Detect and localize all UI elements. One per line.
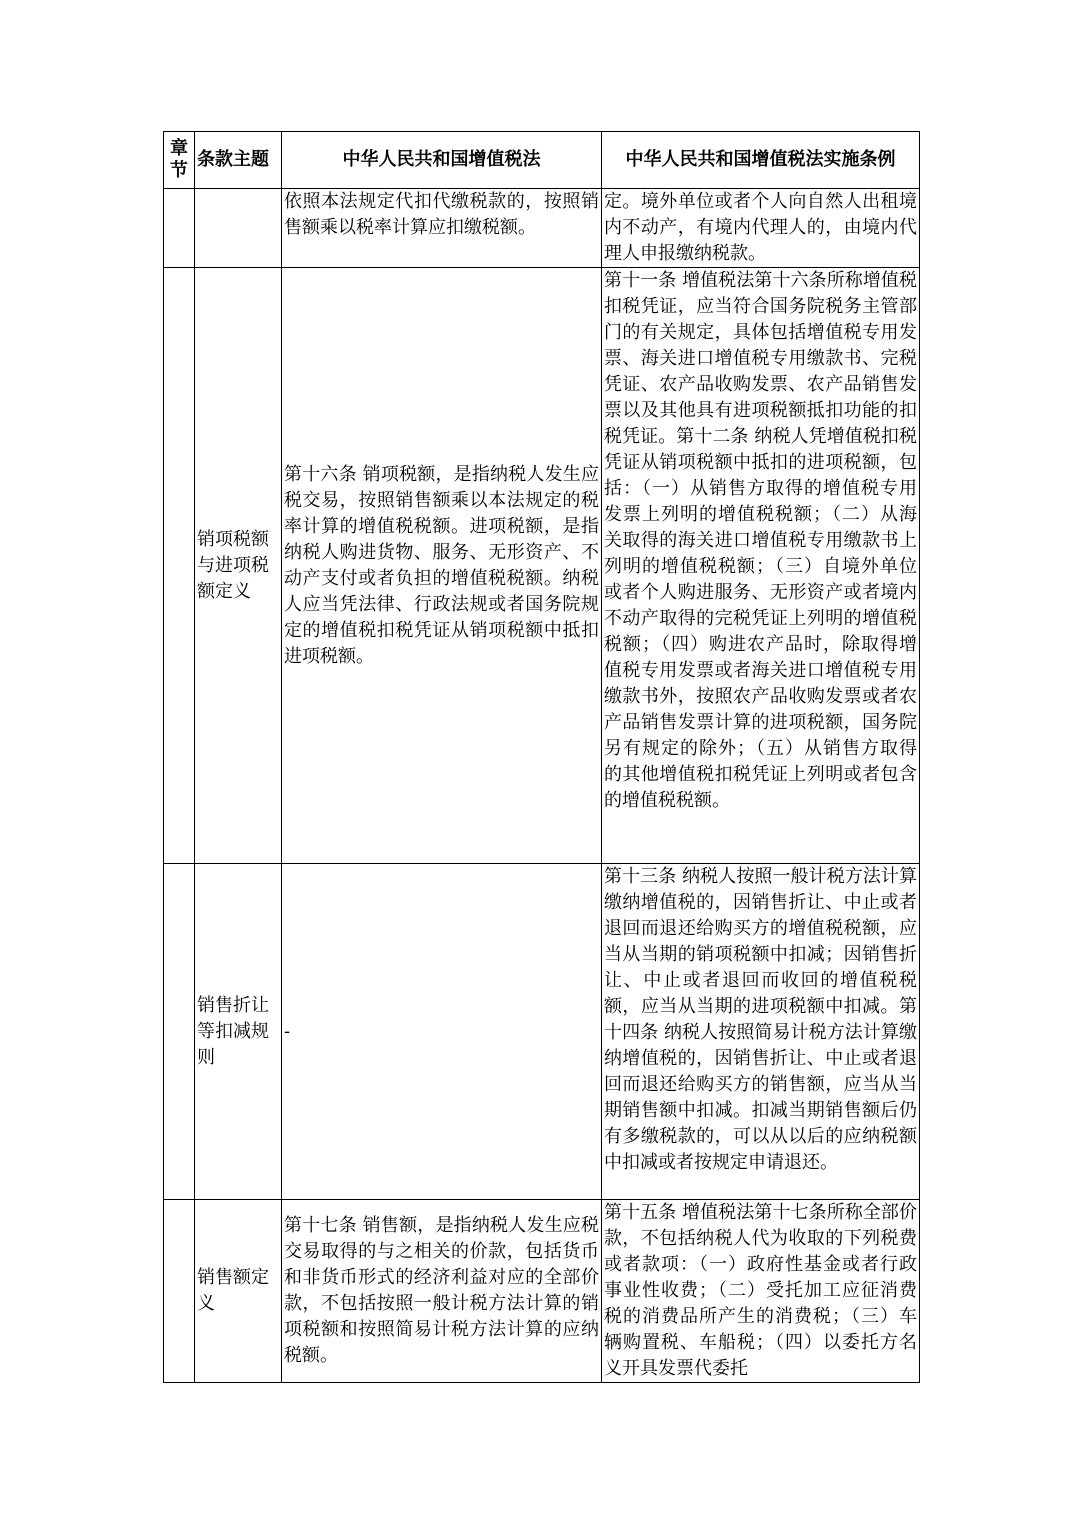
chapter-cell xyxy=(164,864,195,1200)
law-cell: - xyxy=(282,864,602,1200)
topic-cell xyxy=(195,189,282,268)
header-chapter: 章节 xyxy=(164,132,195,189)
provisions-comparison-table xyxy=(163,131,920,1383)
header-topic: 条款主题 xyxy=(195,132,282,189)
rules-cell: 第十一条 增值税法第十六条所称增值税扣税凭证，应当符合国务院税务主管部门的有关规定，具体包括增值税专用发票、海关进口增值税专用缴款书、完税凭证、农产品收购发票、农产品销售发票以及其他具有进项税额抵扣功能的扣税凭证。第十二条 纳税人凭增值税扣税凭证从销项税额中抵扣的进项税额，包括：（一）从销售方取得的增值税专用发票上列明的增值税税额；（二）从海关取得的海关进口增值税专用缴款书上列明的增值税税额；（三）自境外单位或者个人购进服务、无形资产或者境内不动产取得的完税凭证上列明的增值税税额；（四）购进农产品时，除取得增值税专用发票或者海关进口增值税专用缴款书外，按照农产品收购发票或者农产品销售发票计算的进项税额，国务院另有规定的除外；（五）从销售方取得的其他增值税扣税凭证上列明或者包含的增值税税额。 xyxy=(602,268,920,864)
rules-cell: 第十三条 纳税人按照一般计税方法计算缴纳增值税的，因销售折让、中止或者退回而退还给购买方的增值税税额，应当从当期的销项税额中扣减；因销售折让、中止或者退回而收回的增值税税额，应当从当期的进项税额中扣减。第十四条 纳税人按照简易计税方法计算缴纳增值税的，因销售折让、中止或者退回而退还给购买方的销售额，应当从当期销售额中扣减。扣减当期销售额后仍有多缴税款的，可以从以后的应纳税额中扣减或者按规定申请退还。 xyxy=(602,864,920,1200)
topic-cell: 销售折让等扣减规则 xyxy=(195,864,282,1200)
law-cell: 依照本法规定代扣代缴税款的，按照销售额乘以税率计算应扣缴税额。 xyxy=(282,189,602,268)
rules-cell: 第十五条 增值税法第十七条所称全部价款，不包括纳税人代为收取的下列税费或者款项：（一）政府性基金或者行政事业性收费；（二）受托加工应征消费税的消费品所产生的消费税；（三）车辆购置税、车船税；（四）以委托方名义开具发票代委托 xyxy=(602,1200,920,1383)
law-cell: 第十六条 销项税额，是指纳税人发生应税交易，按照销售额乘以本法规定的税率计算的增值税税额。进项税额，是指纳税人购进货物、服务、无形资产、不动产支付或者负担的增值税税额。纳税人应当凭法律、行政法规或者国务院规定的增值税扣税凭证从销项税额中抵扣进项税额。 xyxy=(282,268,602,864)
table-row xyxy=(164,189,920,268)
chapter-cell xyxy=(164,268,195,864)
chapter-cell xyxy=(164,1200,195,1383)
rules-cell: 定。境外单位或者个人向自然人出租境内不动产，有境内代理人的，由境内代理人申报缴纳税款。 xyxy=(602,189,920,268)
chapter-cell xyxy=(164,189,195,268)
header-rules: 中华人民共和国增值税法实施条例 xyxy=(602,132,920,189)
topic-cell: 销售额定义 xyxy=(195,1200,282,1383)
topic-cell: 销项税额与进项税额定义 xyxy=(195,268,282,864)
table-row xyxy=(164,1200,920,1383)
table-row xyxy=(164,864,920,1200)
header-law: 中华人民共和国增值税法 xyxy=(282,132,602,189)
table-row xyxy=(164,268,920,864)
law-cell: 第十七条 销售额，是指纳税人发生应税交易取得的与之相关的价款，包括货币和非货币形式的经济利益对应的全部价款，不包括按照一般计税方法计算的销项税额和按照简易计税方法计算的应纳税额。 xyxy=(282,1200,602,1383)
table-header-row xyxy=(164,132,920,189)
